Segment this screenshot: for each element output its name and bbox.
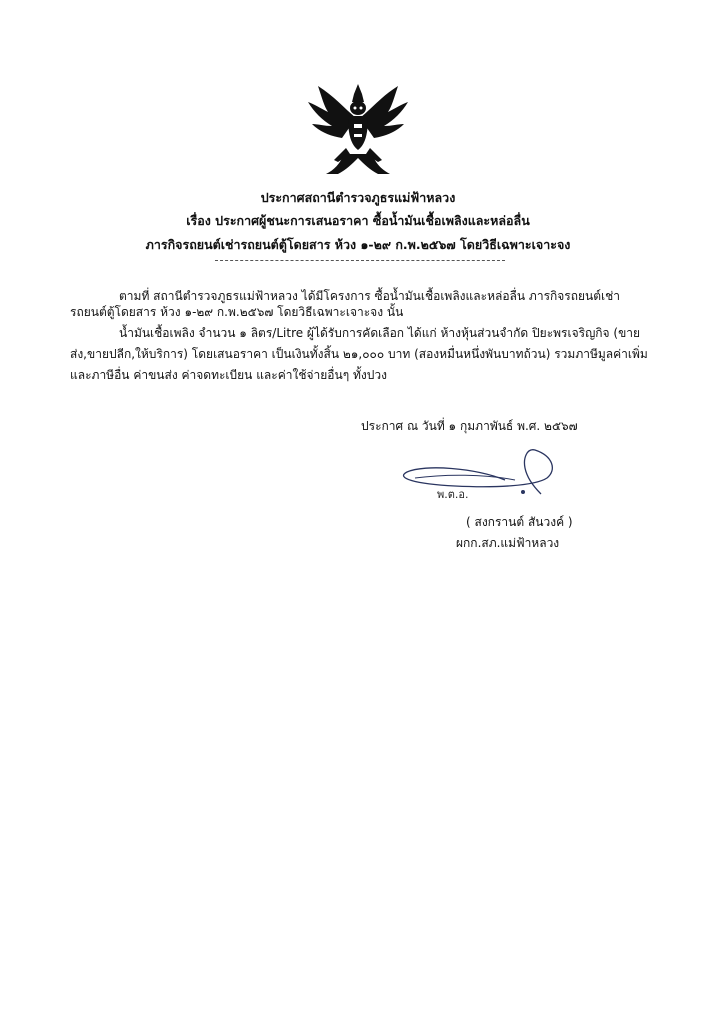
signer-name: ( สงกรานต์ สันวงค์ ) — [466, 515, 573, 529]
announcement-subject-detail: ภารกิจรถยนต์เช่ารถยนต์ตู้โดยสาร ห้วง ๑-๒๙ ก.พ.๒๕๖๗ โดยวิธีเฉพาะเจาะจง — [145, 237, 571, 252]
signer-position: ผกก.สภ.แม่ฟ้าหลวง — [456, 536, 560, 550]
body-paragraph-2-line-2: ส่ง,ขายปลีก,ให้บริการ) โดยเสนอราคา เป็นเงินทั้งสิ้น ๒๑,๐๐๐ บาท (สองหมื่นหนึ่งพันบาทถ้วน) รวมภาษีมูลค่าเพิ่ม — [70, 347, 648, 361]
handwritten-signature — [385, 438, 575, 508]
garuda-emblem-icon — [304, 78, 412, 180]
body-paragraph-2-line-3: และภาษีอื่น ค่าขนส่ง ค่าจดทะเบียน และค่าใช้จ่ายอื่นๆ ทั้งปวง — [70, 368, 387, 382]
body-paragraph-1-line-2: รถยนต์ตู้โดยสาร ห้วง ๑-๒๙ ก.พ.๒๕๖๗ โดยวิธีเฉพาะเจาะจง นั้น — [70, 305, 404, 319]
body-paragraph-1-line-1: ตามที่ สถานีตำรวจภูธรแม่ฟ้าหลวง ได้มีโครงการ ซื้อน้ำมันเชื้อเพลิงและหล่อลื่น ภารกิจรถยนต์เช่า — [119, 289, 621, 303]
announcement-subject: เรื่อง ประกาศผู้ชนะการเสนอราคา ซื้อน้ำมันเชื้อเพลิงและหล่อลื่น — [186, 213, 530, 228]
announcement-title: ประกาศสถานีตำรวจภูธรแม่ฟ้าหลวง — [260, 190, 456, 205]
signature-rank: พ.ต.อ. — [437, 488, 469, 501]
heading-divider — [215, 260, 505, 261]
announcement-date: ประกาศ ณ วันที่ ๑ กุมภาพันธ์ พ.ศ. ๒๕๖๗ — [361, 419, 578, 433]
body-paragraph-2-line-1: น้ำมันเชื้อเพลิง จำนวน ๑ ลิตร/Litre ผู้ได้รับการคัดเลือก ได้แก่ ห้างหุ้นส่วนจำกัด ปิยะพรเจริญกิจ (ขาย — [119, 326, 641, 340]
